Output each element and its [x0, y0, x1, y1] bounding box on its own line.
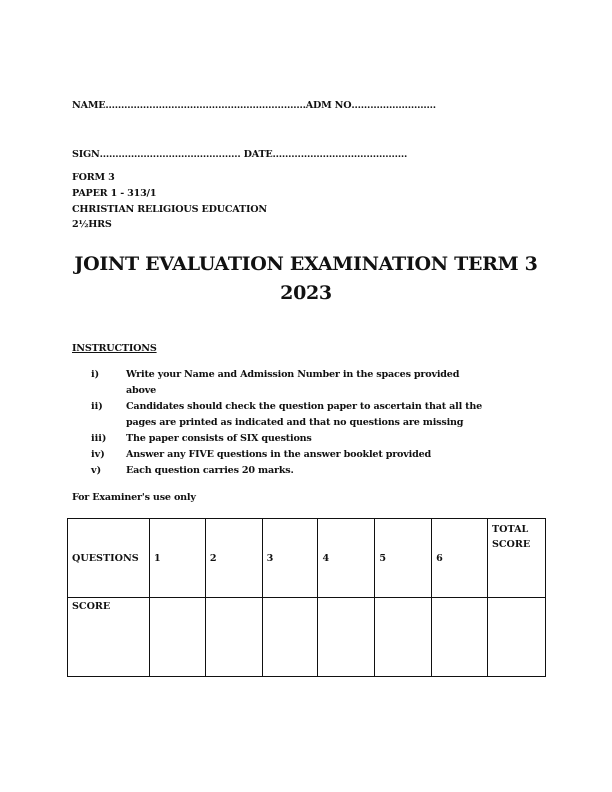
instruction-text: pages are printed as indicated and that no questions are missing [126, 417, 464, 428]
score-table [67, 518, 546, 677]
question-number: 3 [262, 519, 318, 598]
total-score-cell[interactable] [487, 598, 545, 677]
subject: CHRISTIAN RELIGIOUS EDUCATION [72, 204, 267, 215]
score-label: SCORE [68, 598, 150, 677]
instruction-text: Answer any FIVE questions in the answer booklet provided [126, 449, 431, 460]
score-cell[interactable] [262, 598, 318, 677]
question-number: 1 [149, 519, 205, 598]
sign-date-line: SIGN……………………………………… DATE……………………………………. [72, 149, 408, 160]
score-cell[interactable] [149, 598, 205, 677]
instruction-text: above [126, 385, 157, 396]
questions-row [68, 519, 546, 598]
question-number: 6 [432, 519, 488, 598]
exam-title: JOINT EVALUATION EXAMINATION TERM 3 [74, 253, 538, 275]
score-cell[interactable] [432, 598, 488, 677]
instruction-text: The paper consists of SIX questions [126, 433, 312, 444]
instruction-num: v) [91, 465, 102, 476]
question-number: 5 [375, 519, 432, 598]
duration: 2½HRS [72, 219, 112, 230]
question-number: 4 [318, 519, 375, 598]
instruction-num: ii) [91, 401, 103, 412]
instruction-text: Candidates should check the question paper to ascertain that all the [126, 401, 483, 412]
form: FORM 3 [72, 172, 115, 183]
exam-year: 2023 [280, 282, 332, 304]
question-number: 2 [205, 519, 262, 598]
instruction-num: iv) [91, 449, 105, 460]
score-cell[interactable] [375, 598, 432, 677]
score-cell[interactable] [205, 598, 262, 677]
instruction-text: Each question carries 20 marks. [126, 465, 294, 476]
paper: PAPER 1 - 313/1 [72, 188, 157, 199]
questions-header: QUESTIONS [68, 519, 150, 598]
score-row [68, 598, 546, 677]
examiner-label: For Examiner's use only [72, 492, 196, 503]
instruction-num: i) [91, 369, 100, 380]
total-score-header: TOTAL SCORE [487, 519, 545, 598]
instruction-text: Write your Name and Admission Number in the spaces provided [126, 369, 460, 380]
score-cell[interactable] [318, 598, 375, 677]
instruction-num: iii) [91, 433, 107, 444]
name-adm-line: NAME……………………………………………………….ADM NO……………………… [72, 100, 436, 111]
instructions-heading: INSTRUCTIONS [72, 343, 157, 354]
